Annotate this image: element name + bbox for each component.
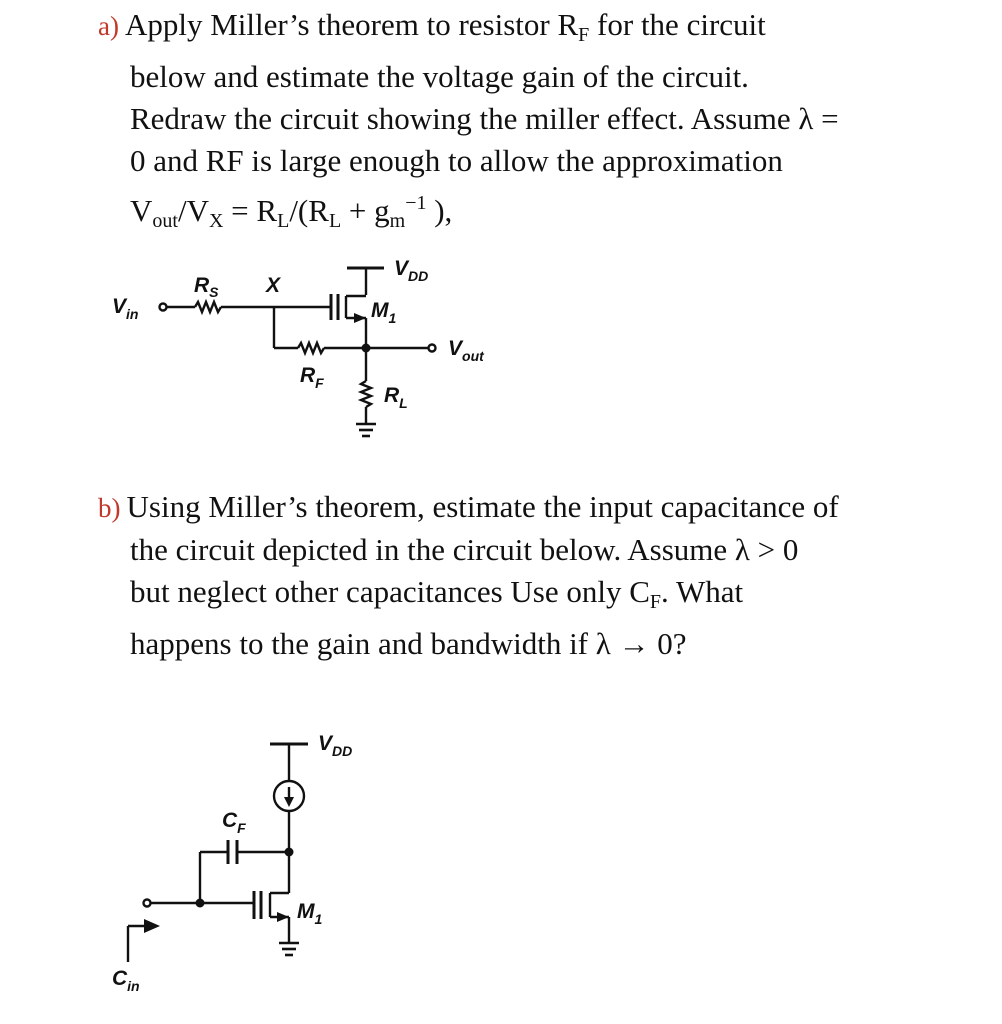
vin-label: $V_{in}$ (112, 295, 139, 322)
output-node-dot (362, 344, 371, 353)
question-b-line2: the circuit depicted in the circuit below. Assume λ > 0 (130, 532, 799, 567)
circuit-a-diagram (0, 0, 1002, 470)
rs-label: $R_S$ (194, 274, 219, 300)
gate-node-dot (196, 899, 205, 908)
m1-label-b: $M_1$ (297, 900, 323, 927)
vdd-label-b: $V_{DD}$ (318, 732, 353, 759)
drain-node-dot (285, 848, 294, 857)
question-a-line4: 0 and RF is large enough to allow the approximation (130, 143, 783, 178)
question-b-label: b) (98, 493, 121, 523)
gain-formula: $V_{out}/V_X = R_L/(R_L + g_m^{-1}$ ), (130, 192, 453, 232)
m1-label-a: $M_1$ (371, 299, 397, 326)
question-a-line2: below and estimate the voltage gain of the circuit. (130, 59, 749, 94)
cf-label: $C_F$ (222, 809, 246, 836)
question-b-line1: b) Using Miller’s theorem, estimate the input capacitance of (98, 489, 839, 524)
question-b (98, 486, 978, 665)
rf-label: $R_F$ (300, 364, 324, 391)
vdd-label-a: $V_{DD}$ (394, 257, 429, 284)
rl-label: $R_L$ (384, 384, 408, 411)
question-b-line3: but neglect other capacitances Use only $C_F$. What (130, 574, 744, 613)
question-a-line1: a) Apply Miller’s theorem to resistor $R_F$ for the circuit (98, 7, 766, 46)
cin-label: $C_{in}$ (112, 967, 140, 994)
circuit-b-diagram (0, 700, 1002, 1020)
question-a-line3: Redraw the circuit showing the miller effect. Assume λ = (130, 101, 839, 136)
vout-label: $V_{out}$ (448, 337, 484, 364)
node-x-label: X (266, 274, 281, 297)
question-a-label: a) (98, 11, 119, 41)
question-b-line4: happens to the gain and bandwidth if λ → 0? (130, 626, 687, 661)
